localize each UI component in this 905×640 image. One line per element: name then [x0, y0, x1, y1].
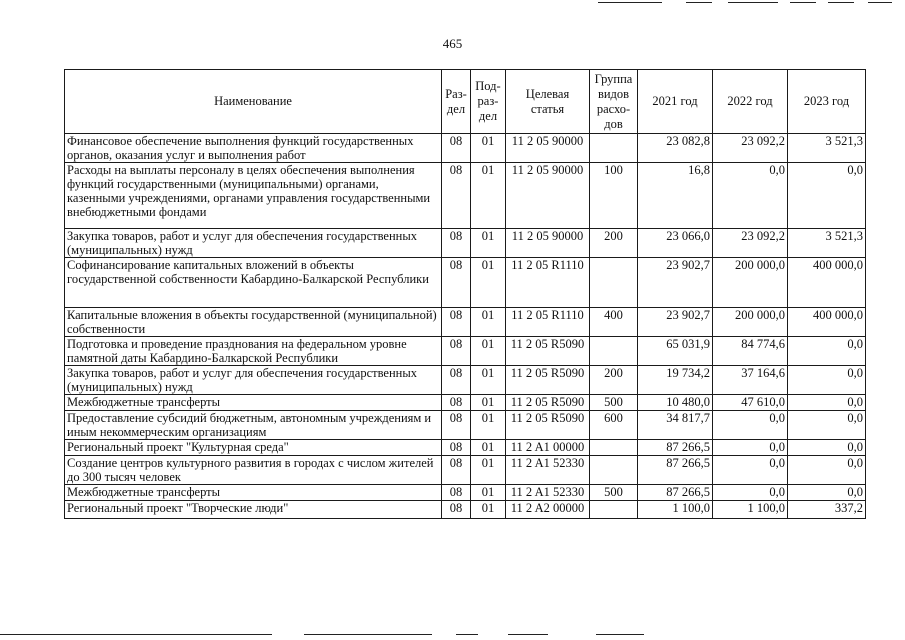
- row-2023: 337,2: [788, 501, 866, 519]
- row-name: Финансовое обеспечение выполнения функций государственных органов, оказания услуг и выполнения работ: [65, 134, 442, 163]
- row-name: Закупка товаров, работ и услуг для обеспечения государственных (муниципальных) нужд: [65, 366, 442, 395]
- row-group: 600: [590, 411, 638, 440]
- row-2022: 47 610,0: [713, 395, 788, 411]
- row-podrazdel: 01: [471, 337, 506, 366]
- row-razdel: 08: [442, 456, 471, 485]
- table-row: [65, 440, 866, 456]
- header-2023: 2023 год: [788, 70, 866, 134]
- scan-line-top-6: [868, 2, 892, 3]
- row-razdel: 08: [442, 440, 471, 456]
- row-podrazdel: 01: [471, 411, 506, 440]
- row-2023: 3 521,3: [788, 229, 866, 258]
- row-2022: 0,0: [713, 485, 788, 501]
- row-razdel: 08: [442, 411, 471, 440]
- row-2022: 23 092,2: [713, 134, 788, 163]
- row-name: Софинансирование капитальных вложений в объекты государственной собственности Кабардино-Балкарской Республики: [65, 258, 442, 308]
- budget-table: [64, 69, 866, 519]
- table-row: [65, 411, 866, 440]
- row-target: 11 2 05 R1110: [506, 258, 590, 308]
- header-razdel: Раз-дел: [442, 70, 471, 134]
- row-name: Создание центров культурного развития в городах с числом жителей до 300 тысяч человек: [65, 456, 442, 485]
- row-2023: 0,0: [788, 163, 866, 229]
- page-number: 465: [442, 36, 463, 51]
- row-razdel: 08: [442, 258, 471, 308]
- row-2023: 0,0: [788, 456, 866, 485]
- row-2022: 0,0: [713, 163, 788, 229]
- header-2022: 2022 год: [713, 70, 788, 134]
- row-2023: 0,0: [788, 411, 866, 440]
- row-group: 200: [590, 366, 638, 395]
- row-2021: 23 902,7: [638, 308, 713, 337]
- row-2023: 3 521,3: [788, 134, 866, 163]
- row-razdel: 08: [442, 366, 471, 395]
- row-target: 11 2 05 R1110: [506, 308, 590, 337]
- table-row: [65, 501, 866, 519]
- row-name: Межбюджетные трансферты: [65, 485, 442, 501]
- scan-line-bottom-4: [508, 634, 548, 635]
- row-2023: 400 000,0: [788, 308, 866, 337]
- row-2022: 0,0: [713, 440, 788, 456]
- row-podrazdel: 01: [471, 229, 506, 258]
- scan-line-bottom-1: [0, 634, 272, 635]
- header-group: Группа видов расхо-дов: [590, 70, 638, 134]
- row-2023: 400 000,0: [788, 258, 866, 308]
- row-group: [590, 501, 638, 519]
- row-2021: 23 066,0: [638, 229, 713, 258]
- row-target: 11 2 05 90000: [506, 134, 590, 163]
- row-2021: 34 817,7: [638, 411, 713, 440]
- row-name: Расходы на выплаты персоналу в целях обеспечения выполнения функций государственными (муниципальными) органами, казенными учреждениями, органами управления государственными внебюджетными фондами: [65, 163, 442, 229]
- row-group: [590, 258, 638, 308]
- header-2021: 2021 год: [638, 70, 713, 134]
- row-2023: 0,0: [788, 337, 866, 366]
- scan-line-bottom-5: [596, 634, 644, 635]
- row-2021: 16,8: [638, 163, 713, 229]
- row-razdel: 08: [442, 395, 471, 411]
- scan-line-top-2: [686, 2, 712, 3]
- row-podrazdel: 01: [471, 395, 506, 411]
- row-2022: 0,0: [713, 456, 788, 485]
- row-name: Подготовка и проведение празднования на федеральном уровне памятной даты Кабардино-Балкарской Республики: [65, 337, 442, 366]
- row-2021: 23 902,7: [638, 258, 713, 308]
- scan-line-top-5: [828, 2, 854, 3]
- row-podrazdel: 01: [471, 485, 506, 501]
- scan-line-bottom-2: [304, 634, 432, 635]
- row-name: Региональный проект "Творческие люди": [65, 501, 442, 519]
- row-target: 11 2 A2 00000: [506, 501, 590, 519]
- row-2023: 0,0: [788, 440, 866, 456]
- row-razdel: 08: [442, 501, 471, 519]
- row-2022: 1 100,0: [713, 501, 788, 519]
- row-razdel: 08: [442, 308, 471, 337]
- row-target: 11 2 A1 00000: [506, 440, 590, 456]
- row-group: [590, 134, 638, 163]
- row-group: 400: [590, 308, 638, 337]
- row-podrazdel: 01: [471, 366, 506, 395]
- row-2021: 87 266,5: [638, 485, 713, 501]
- row-name: Закупка товаров, работ и услуг для обеспечения государственных (муниципальных) нужд: [65, 229, 442, 258]
- row-target: 11 2 05 R5090: [506, 337, 590, 366]
- row-podrazdel: 01: [471, 456, 506, 485]
- row-name: Межбюджетные трансферты: [65, 395, 442, 411]
- table-row: [65, 163, 866, 229]
- row-podrazdel: 01: [471, 440, 506, 456]
- table-row: [65, 456, 866, 485]
- row-razdel: 08: [442, 134, 471, 163]
- row-2022: 23 092,2: [713, 229, 788, 258]
- row-podrazdel: 01: [471, 134, 506, 163]
- scan-line-bottom-3: [456, 634, 478, 635]
- table-row: [65, 366, 866, 395]
- row-2021: 87 266,5: [638, 456, 713, 485]
- row-group: 200: [590, 229, 638, 258]
- table-row: [65, 337, 866, 366]
- row-podrazdel: 01: [471, 308, 506, 337]
- row-razdel: 08: [442, 229, 471, 258]
- row-2022: 84 774,6: [713, 337, 788, 366]
- table-row: [65, 258, 866, 308]
- row-podrazdel: 01: [471, 258, 506, 308]
- row-2023: 0,0: [788, 485, 866, 501]
- row-group: 500: [590, 485, 638, 501]
- row-target: 11 2 05 90000: [506, 229, 590, 258]
- row-name: Предоставление субсидий бюджетным, автономным учреждениям и иным некоммерческим организациям: [65, 411, 442, 440]
- scan-line-top-1: [598, 2, 662, 3]
- row-2021: 19 734,2: [638, 366, 713, 395]
- row-razdel: 08: [442, 163, 471, 229]
- header-podrazdel: Под-раз-дел: [471, 70, 506, 134]
- row-razdel: 08: [442, 485, 471, 501]
- row-2022: 200 000,0: [713, 258, 788, 308]
- header-target: Целевая статья: [506, 70, 590, 134]
- table-row: [65, 229, 866, 258]
- row-target: 11 2 05 R5090: [506, 411, 590, 440]
- scan-line-top-4: [790, 2, 816, 3]
- row-group: [590, 440, 638, 456]
- row-2022: 0,0: [713, 411, 788, 440]
- row-2021: 23 082,8: [638, 134, 713, 163]
- table-row: [65, 308, 866, 337]
- row-podrazdel: 01: [471, 163, 506, 229]
- table-row: [65, 395, 866, 411]
- row-group: [590, 456, 638, 485]
- row-2021: 10 480,0: [638, 395, 713, 411]
- row-podrazdel: 01: [471, 501, 506, 519]
- row-2021: 65 031,9: [638, 337, 713, 366]
- row-2021: 87 266,5: [638, 440, 713, 456]
- row-target: 11 2 A1 52330: [506, 456, 590, 485]
- row-group: 100: [590, 163, 638, 229]
- row-2022: 37 164,6: [713, 366, 788, 395]
- table-row: [65, 134, 866, 163]
- scan-line-top-3: [728, 2, 778, 3]
- row-target: 11 2 A1 52330: [506, 485, 590, 501]
- row-group: 500: [590, 395, 638, 411]
- row-name: Региональный проект "Культурная среда": [65, 440, 442, 456]
- header-name: Наименование: [65, 70, 442, 134]
- row-2023: 0,0: [788, 366, 866, 395]
- row-2023: 0,0: [788, 395, 866, 411]
- row-razdel: 08: [442, 337, 471, 366]
- table-row: [65, 485, 866, 501]
- row-target: 11 2 05 R5090: [506, 395, 590, 411]
- row-name: Капитальные вложения в объекты государственной (муниципальной) собственности: [65, 308, 442, 337]
- row-target: 11 2 05 90000: [506, 163, 590, 229]
- row-2021: 1 100,0: [638, 501, 713, 519]
- row-target: 11 2 05 R5090: [506, 366, 590, 395]
- row-2022: 200 000,0: [713, 308, 788, 337]
- table-header-row: [65, 70, 866, 134]
- row-group: [590, 337, 638, 366]
